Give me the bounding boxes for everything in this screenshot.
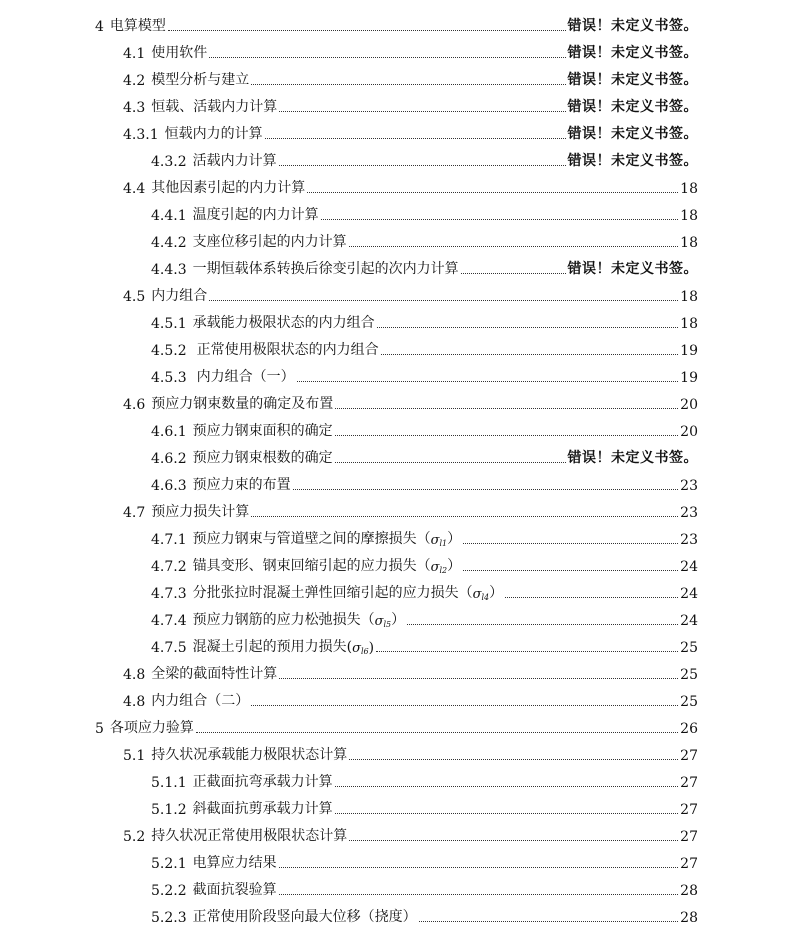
bookmark-error: 错误！未定义书签。 [567, 450, 698, 466]
dot-leader [335, 461, 566, 463]
sigma-subscript: l4 [481, 593, 490, 602]
bookmark-error: 错误！未定义书签。 [567, 126, 698, 142]
toc-entry[interactable] [151, 771, 698, 791]
toc-entry[interactable] [151, 339, 698, 359]
toc-entry[interactable] [151, 798, 698, 818]
page-number: 18 [680, 316, 698, 332]
toc-entry-number: 4.4.3 [151, 262, 187, 278]
toc-entry-title: 截面抗裂验算 [192, 882, 277, 898]
dot-leader [463, 542, 678, 544]
toc-entry[interactable] [123, 663, 698, 683]
toc-entry-number: 4.7.1 [151, 532, 187, 548]
toc-entry[interactable] [151, 474, 698, 494]
toc-entry-number: 4.6 [123, 397, 146, 413]
toc-entry-number: 4.3.2 [151, 154, 187, 170]
toc-entry-title: 预应力钢筋的应力松弛损失（ [192, 612, 375, 628]
page-number: 25 [680, 667, 698, 683]
toc-entry-title: 预应力束的布置 [192, 477, 291, 493]
dot-leader [505, 596, 678, 598]
toc-entry-title: 分批张拉时混凝土弹性回缩引起的应力损失（ [192, 585, 473, 601]
toc-entry-number: 4.7.3 [151, 586, 187, 602]
sigma-symbol: σ [472, 587, 482, 602]
toc-entry-number: 4.1 [123, 46, 146, 62]
page-number: 27 [680, 829, 698, 845]
page-number: 18 [680, 181, 698, 197]
dot-leader [297, 380, 679, 382]
bookmark-error: 错误！未定义书签。 [567, 72, 698, 88]
dot-leader [293, 488, 679, 490]
toc-entry-number: 4.5.1 [151, 316, 187, 332]
toc-entry[interactable] [151, 582, 698, 602]
dot-leader [335, 407, 678, 409]
page-number: 27 [680, 856, 698, 872]
toc-entry-number: 4.7 [123, 505, 146, 521]
dot-leader [279, 164, 566, 166]
dot-leader [209, 56, 565, 58]
toc-entry[interactable] [95, 15, 698, 35]
toc-entry-number: 5.2.2 [151, 883, 187, 899]
toc-entry[interactable] [151, 852, 698, 872]
toc-entry[interactable] [123, 177, 698, 197]
dot-leader [209, 299, 678, 301]
toc-entry-title: 支座位移引起的内力计算 [192, 234, 347, 250]
toc-entry-number: 4.7.5 [151, 640, 187, 656]
sigma-symbol: σ [374, 614, 384, 629]
page-number: 25 [680, 640, 698, 656]
page-number: 25 [680, 694, 698, 710]
dot-leader [376, 650, 678, 652]
page-number: 19 [680, 370, 698, 386]
toc-entry[interactable] [95, 717, 698, 737]
toc-entry-number: 4.5.2 [151, 343, 187, 359]
dot-leader [407, 623, 678, 625]
toc-entry-title: 混凝土引起的预用力损失( [192, 639, 353, 655]
toc-entry-title: 预应力钢束面积的确定 [192, 423, 333, 439]
toc-entry-number: 4.8 [123, 694, 146, 710]
sigma-subscript: l6 [360, 647, 369, 656]
closing-paren: ） [489, 585, 504, 601]
toc-entry-title: 温度引起的内力计算 [192, 207, 319, 223]
toc-entry-number: 4.4.2 [151, 235, 187, 251]
toc-entry[interactable] [151, 636, 698, 656]
toc-entry-number: 5.2 [123, 829, 146, 845]
dot-leader [265, 137, 566, 139]
toc-entry-title: 模型分析与建立 [151, 72, 250, 88]
toc-entry[interactable] [123, 69, 698, 89]
bookmark-error: 错误！未定义书签。 [567, 261, 698, 277]
toc-entry[interactable] [151, 366, 698, 386]
page-number: 26 [680, 721, 698, 737]
toc-entry-title: 恒载、活载内力计算 [151, 99, 278, 115]
toc-entry-title: 承载能力极限状态的内力组合 [192, 315, 375, 331]
page-number: 28 [680, 910, 698, 926]
page-number: 24 [680, 559, 698, 575]
toc-entry[interactable] [123, 825, 698, 845]
page-number: 18 [680, 235, 698, 251]
dot-leader [307, 191, 678, 193]
dot-leader [251, 704, 678, 706]
dot-leader [335, 812, 679, 814]
toc-entry[interactable] [151, 555, 698, 575]
toc-entry[interactable] [151, 150, 698, 170]
toc-entry-title: 内力组合（二） [151, 693, 250, 709]
page-number: 23 [680, 505, 698, 521]
dot-leader [251, 83, 565, 85]
toc-entry[interactable] [151, 420, 698, 440]
toc-entry-title: 预应力钢束与管道壁之间的摩擦损失（ [192, 531, 431, 547]
sigma-symbol: σ [430, 533, 440, 548]
toc-entry-title: 电算模型 [109, 18, 166, 34]
dot-leader [321, 218, 679, 220]
toc-entry-title: 斜截面抗剪承载力计算 [192, 801, 333, 817]
bookmark-error: 错误！未定义书签。 [567, 45, 698, 61]
toc-entry[interactable] [123, 96, 698, 116]
closing-paren: ) [368, 640, 375, 656]
dot-leader [279, 893, 679, 895]
toc-entry-title: 锚具变形、钢束回缩引起的应力损失（ [192, 558, 431, 574]
toc-entry-number: 4.5 [123, 289, 146, 305]
toc-entry-title: 内力组合 [151, 288, 208, 304]
dot-leader [461, 272, 566, 274]
toc-entry[interactable] [151, 906, 698, 926]
toc-entry[interactable] [123, 123, 698, 143]
toc-entry-title: 正常使用阶段竖向最大位移（挠度） [192, 909, 417, 925]
toc-entry-number: 4.3 [123, 100, 146, 116]
closing-paren: ） [447, 558, 462, 574]
toc-entry-number: 4.4.1 [151, 208, 187, 224]
closing-paren: ） [447, 531, 462, 547]
toc-entry-number: 4.2 [123, 73, 146, 89]
toc-entry-title: 各项应力验算 [109, 720, 194, 736]
toc-entry-title: 全梁的截面特性计算 [151, 666, 278, 682]
toc-entry-title: 电算应力结果 [192, 855, 277, 871]
toc-entry-number: 4.6.2 [151, 451, 187, 467]
toc-entry-title: 预应力钢束数量的确定及布置 [151, 396, 334, 412]
bookmark-error: 错误！未定义书签。 [567, 153, 698, 169]
dot-leader [168, 29, 566, 31]
dot-leader [196, 731, 678, 733]
toc-entry[interactable] [123, 42, 698, 62]
toc-entry-number: 4.6.1 [151, 424, 187, 440]
toc-entry-title: 一期恒载体系转换后徐变引起的次内力计算 [192, 261, 459, 277]
page-number: 18 [680, 289, 698, 305]
page-number: 27 [680, 775, 698, 791]
toc-entry-number: 4.5.3 [151, 370, 187, 386]
bookmark-error: 错误！未定义书签。 [567, 99, 698, 115]
page-number: 24 [680, 613, 698, 629]
toc-entry-title: 正截面抗弯承载力计算 [192, 774, 333, 790]
dot-leader [279, 110, 565, 112]
toc-entry-number: 5.1.2 [151, 802, 187, 818]
toc-entry[interactable] [151, 204, 698, 224]
toc-entry-title: 其他因素引起的内力计算 [151, 180, 306, 196]
toc-entry-title: 持久状况正常使用极限状态计算 [151, 828, 348, 844]
toc-entry-title: 正常使用极限状态的内力组合 [196, 342, 379, 358]
toc-entry-number: 5.2.1 [151, 856, 187, 872]
page-number: 19 [680, 343, 698, 359]
toc-entry-number: 4.7.4 [151, 613, 187, 629]
toc-entry-number: 4.6.3 [151, 478, 187, 494]
toc-entry-number: 4.4 [123, 181, 146, 197]
toc-entry[interactable] [123, 501, 698, 521]
dot-leader [463, 569, 678, 571]
toc-entry[interactable] [151, 231, 698, 251]
sigma-symbol: σ [430, 560, 440, 575]
page-number: 23 [680, 532, 698, 548]
dot-leader [279, 866, 679, 868]
page-number: 23 [680, 478, 698, 494]
toc-entry-number: 4.8 [123, 667, 146, 683]
toc-entry[interactable] [151, 528, 698, 548]
toc-entry[interactable] [123, 690, 698, 710]
toc-entry-title: 持久状况承载能力极限状态计算 [151, 747, 348, 763]
toc-entry[interactable] [151, 312, 698, 332]
dot-leader [381, 353, 679, 355]
bookmark-error: 错误！未定义书签。 [567, 18, 698, 34]
sigma-subscript: l5 [383, 620, 392, 629]
toc-entry-title: 使用软件 [151, 45, 208, 61]
toc-entry[interactable] [123, 744, 698, 764]
toc-entry-title: 恒载内力的计算 [164, 126, 263, 142]
page-number: 18 [680, 208, 698, 224]
toc-entry-number: 5 [95, 721, 104, 737]
page-number: 20 [680, 397, 698, 413]
dot-leader [251, 515, 678, 517]
toc-entry-number: 4.7.2 [151, 559, 187, 575]
sigma-subscript: l2 [439, 566, 448, 575]
page-number: 28 [680, 883, 698, 899]
dot-leader [279, 677, 678, 679]
toc-entry-title: 活载内力计算 [192, 153, 277, 169]
toc-entry-number: 5.2.3 [151, 910, 187, 926]
sigma-symbol: σ [352, 641, 361, 656]
dot-leader [349, 758, 678, 760]
sigma-subscript: l1 [439, 539, 448, 548]
dot-leader [349, 245, 679, 247]
toc-entry-title: 预应力钢束根数的确定 [192, 450, 333, 466]
toc-entry-number: 5.1 [123, 748, 146, 764]
dot-leader [349, 839, 678, 841]
page-number: 27 [680, 748, 698, 764]
page-number: 20 [680, 424, 698, 440]
dot-leader [335, 785, 679, 787]
toc-entry[interactable] [151, 447, 698, 467]
toc-entry-number: 4.3.1 [123, 127, 159, 143]
toc-entry-number: 4 [95, 19, 104, 35]
toc-entry[interactable] [151, 258, 698, 278]
page-number: 24 [680, 586, 698, 602]
toc-entry-title: 内力组合（一） [196, 369, 295, 385]
toc-entry[interactable] [123, 393, 698, 413]
dot-leader [335, 434, 679, 436]
dot-leader [377, 326, 679, 328]
closing-paren: ） [391, 612, 406, 628]
dot-leader [419, 920, 679, 922]
toc-entry-title: 预应力损失计算 [151, 504, 250, 520]
toc-entry[interactable] [151, 609, 698, 629]
toc-entry[interactable] [123, 285, 698, 305]
toc-entry[interactable] [151, 879, 698, 899]
toc-entry-number: 5.1.1 [151, 775, 187, 791]
page-number: 27 [680, 802, 698, 818]
